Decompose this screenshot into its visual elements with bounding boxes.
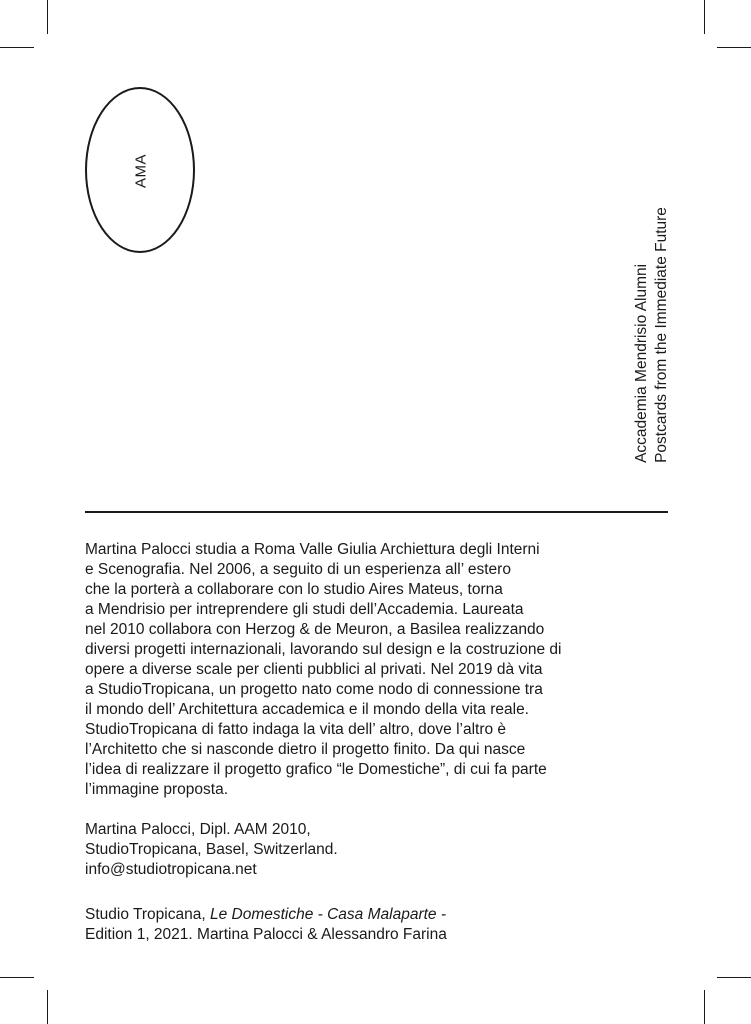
side-title-line-1: Accademia Mendrisio Alumni bbox=[633, 263, 650, 463]
crop-mark-top-right-vertical bbox=[704, 0, 705, 34]
bio-line: StudioTropicana di fatto indaga la vita dell’ altro, dove l’altro è bbox=[85, 721, 507, 738]
caption-line-2: Edition 1, 2021. Martina Palocci & Alessandro Farina bbox=[85, 926, 447, 943]
credits-name: Martina Palocci, Dipl. AAM 2010, bbox=[85, 821, 311, 838]
caption-block bbox=[85, 905, 685, 945]
bio-line: che la porterà a collaborare con lo studio Aires Mateus, torna bbox=[85, 581, 503, 598]
crop-mark-bottom-left-vertical bbox=[47, 990, 48, 1024]
bio-line: il mondo dell’ Architettura accademica e il mondo della vita reale. bbox=[85, 701, 529, 718]
bio-line: opere a diverse scale per clienti pubblici al privati. Nel 2019 dà vita bbox=[85, 661, 543, 678]
horizontal-rule bbox=[85, 511, 668, 513]
bio-line: Martina Palocci studia a Roma Valle Giulia Archiettura degli Interni bbox=[85, 541, 540, 558]
crop-mark-top-left-horizontal bbox=[0, 47, 34, 48]
credits-block bbox=[85, 820, 685, 880]
bio-line: a Mendrisio per intreprendere gli studi dell’Accademia. Laureata bbox=[85, 601, 524, 618]
caption-line-1 bbox=[85, 905, 685, 925]
bio-line: e Scenografia. Nel 2006, a seguito di un esperienza all’ estero bbox=[85, 561, 511, 578]
credits-studio: StudioTropicana, Basel, Switzerland. bbox=[85, 841, 338, 858]
caption-prefix: Studio Tropicana, bbox=[85, 906, 210, 923]
crop-mark-bottom-left-horizontal bbox=[0, 977, 34, 978]
logo-text: AMA bbox=[132, 153, 150, 189]
crop-mark-bottom-right-vertical bbox=[704, 990, 705, 1024]
bio-paragraph bbox=[85, 540, 685, 800]
bio-line: a StudioTropicana, un progetto nato come nodo di connessione tra bbox=[85, 681, 543, 698]
bio-line: l’Architetto che si nasconde dietro il progetto finito. Da qui nasce bbox=[85, 741, 526, 758]
bio-line: nel 2010 collabora con Herzog & de Meuron, a Basilea realizzando bbox=[85, 621, 545, 638]
side-title-line-2: Postcards from the Immediate Future bbox=[653, 207, 670, 463]
bio-line: diversi progetti internazionali, lavorando sul design e la costruzione di bbox=[85, 641, 562, 658]
bio-line: l’immagine proposta. bbox=[85, 781, 229, 798]
bio-line: l’idea di realizzare il progetto grafico “le Domestiche”, di cui fa parte bbox=[85, 761, 547, 778]
vertical-titles bbox=[632, 207, 672, 463]
caption-work-title: Le Domestiche - Casa Malaparte - bbox=[209, 906, 446, 923]
crop-mark-top-left-vertical bbox=[47, 0, 48, 34]
crop-mark-bottom-right-horizontal bbox=[717, 977, 751, 978]
crop-mark-top-right-horizontal bbox=[717, 47, 751, 48]
credits-email: info@studiotropicana.net bbox=[85, 861, 257, 878]
